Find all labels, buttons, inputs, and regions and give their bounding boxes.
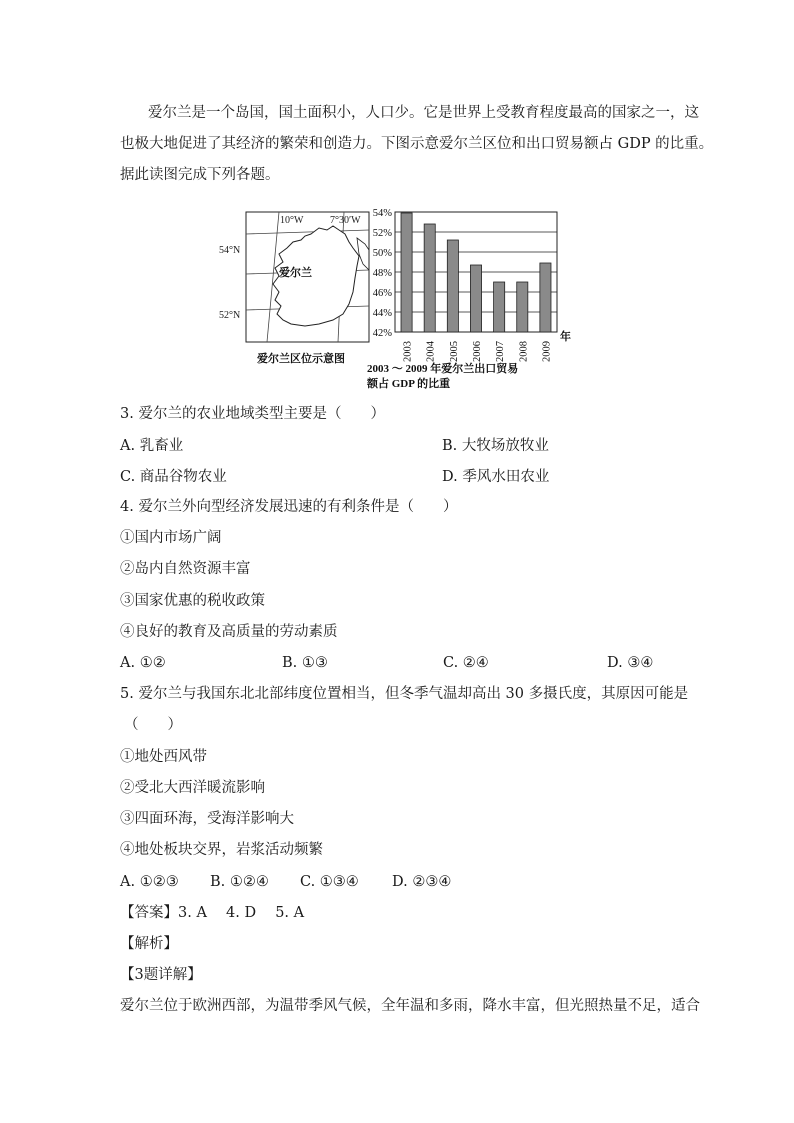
neighbour-coast xyxy=(357,238,369,270)
map-lat-line xyxy=(246,230,369,234)
chart-y-tick-label: 54% xyxy=(372,208,392,219)
q4-statement-1: ①国内市场广阔 xyxy=(120,530,222,546)
chart-y-tick-label: 50% xyxy=(372,248,392,259)
q5-stem: 5. 爱尔兰与我国东北北部纬度位置相当，但冬季气温却高出 30 多摄氏度，其原因可能是 xyxy=(120,686,689,702)
map-country-label: 爱尔兰 xyxy=(279,267,312,279)
chart-y-tick-label: 46% xyxy=(372,288,392,299)
q5-statement-3: ③四面环海，受海洋影响大 xyxy=(120,811,294,827)
q4-option-d: D. ③④ xyxy=(607,655,654,671)
q3-option-d: D. 季风水田农业 xyxy=(442,469,550,485)
chart-x-tick-label: 2008 xyxy=(518,341,530,362)
chart-bar xyxy=(517,282,528,332)
chart-y-tick-label: 42% xyxy=(372,328,392,339)
q5-option-a: A. ①②③ xyxy=(120,874,179,890)
figure-svg xyxy=(219,200,575,400)
answer-line: 【答案】3. A 4. D 5. A xyxy=(120,905,305,921)
q3-stem: 3. 爱尔兰的农业地域类型主要是（ ） xyxy=(120,406,385,422)
q4-statement-2: ②岛内自然资源丰富 xyxy=(120,561,251,577)
q4-statement-3: ③国家优惠的税收政策 xyxy=(120,593,265,609)
map-lat-bottom: 52°N xyxy=(219,310,241,321)
figure xyxy=(219,200,575,400)
q4-option-a: A. ①② xyxy=(120,655,166,671)
q5-statement-2: ②受北大西洋暖流影响 xyxy=(120,780,265,796)
map-caption: 爱尔兰区位示意图 xyxy=(257,353,345,365)
chart-bar xyxy=(424,224,435,332)
chart-x-tick-label: 2004 xyxy=(425,341,437,362)
q4-stem: 4. 爱尔兰外向型经济发展迅速的有利条件是（ ） xyxy=(120,499,458,515)
analysis-body: 爱尔兰位于欧洲西部，为温带季风气候，全年温和多雨，降水丰富，但光照热量不足，适合 xyxy=(120,998,700,1014)
chart-bar xyxy=(494,282,505,332)
chart-bar xyxy=(447,240,458,332)
chart-y-tick-label: 48% xyxy=(372,268,392,279)
chart-y-tick-label: 44% xyxy=(372,308,392,319)
chart-x-tick-label: 2005 xyxy=(448,341,460,362)
q5-stem-paren: （ ） xyxy=(124,717,182,733)
q4-statement-4: ④良好的教育及高质量的劳动素质 xyxy=(120,624,338,640)
q5-option-c: C. ①③④ xyxy=(300,874,359,890)
intro-line-3: 据此读图完成下列各题。 xyxy=(120,167,280,183)
location-map xyxy=(219,212,369,365)
chart-x-tick-label: 2006 xyxy=(472,341,483,362)
chart-x-axis-label: 年 xyxy=(560,331,571,343)
q3-option-b: B. 大牧场放牧业 xyxy=(442,438,549,454)
q4-option-b: B. ①③ xyxy=(282,655,328,671)
q5-option-d: D. ②③④ xyxy=(392,874,452,890)
chart-bar xyxy=(470,265,481,332)
q5-statement-4: ④地处板块交界，岩浆活动频繁 xyxy=(120,842,323,858)
intro-line-1: 爱尔兰是一个岛国，国土面积小，人口少。它是世界上受教育程度最高的国家之一，这 xyxy=(148,105,699,121)
intro-line-2: 也极大地促进了其经济的繁荣和创造力。下图示意爱尔兰区位和出口贸易额占 GDP 的比重。 xyxy=(120,136,714,152)
map-lat-top: 54°N xyxy=(219,245,241,256)
chart-x-tick-label: 2007 xyxy=(495,341,507,362)
analysis-subheading: 【3题详解】 xyxy=(120,967,202,983)
chart-x-tick-label: 2009 xyxy=(541,341,553,362)
map-lon-line xyxy=(267,212,279,342)
q5-option-b: B. ①②④ xyxy=(210,874,269,890)
q3-option-a: A. 乳畜业 xyxy=(120,438,184,454)
map-lon-right: 7°30′W xyxy=(330,215,361,226)
chart-bar xyxy=(401,213,412,332)
chart-title-line-2: 额占 GDP 的比重 xyxy=(367,378,451,390)
chart-title-line-1: 2003 ～ 2009 年爱尔兰出口贸易 xyxy=(367,363,519,375)
export-ratio-chart xyxy=(373,208,571,362)
chart-bar xyxy=(540,263,551,332)
q4-option-c: C. ②④ xyxy=(443,655,489,671)
chart-y-tick-label: 52% xyxy=(372,228,392,239)
analysis-heading: 【解析】 xyxy=(120,936,178,952)
map-lon-left: 10°W xyxy=(280,215,304,226)
chart-x-tick-label: 2003 xyxy=(402,341,414,362)
q3-option-c: C. 商品谷物农业 xyxy=(120,469,227,485)
q5-statement-1: ①地处西风带 xyxy=(120,749,207,765)
